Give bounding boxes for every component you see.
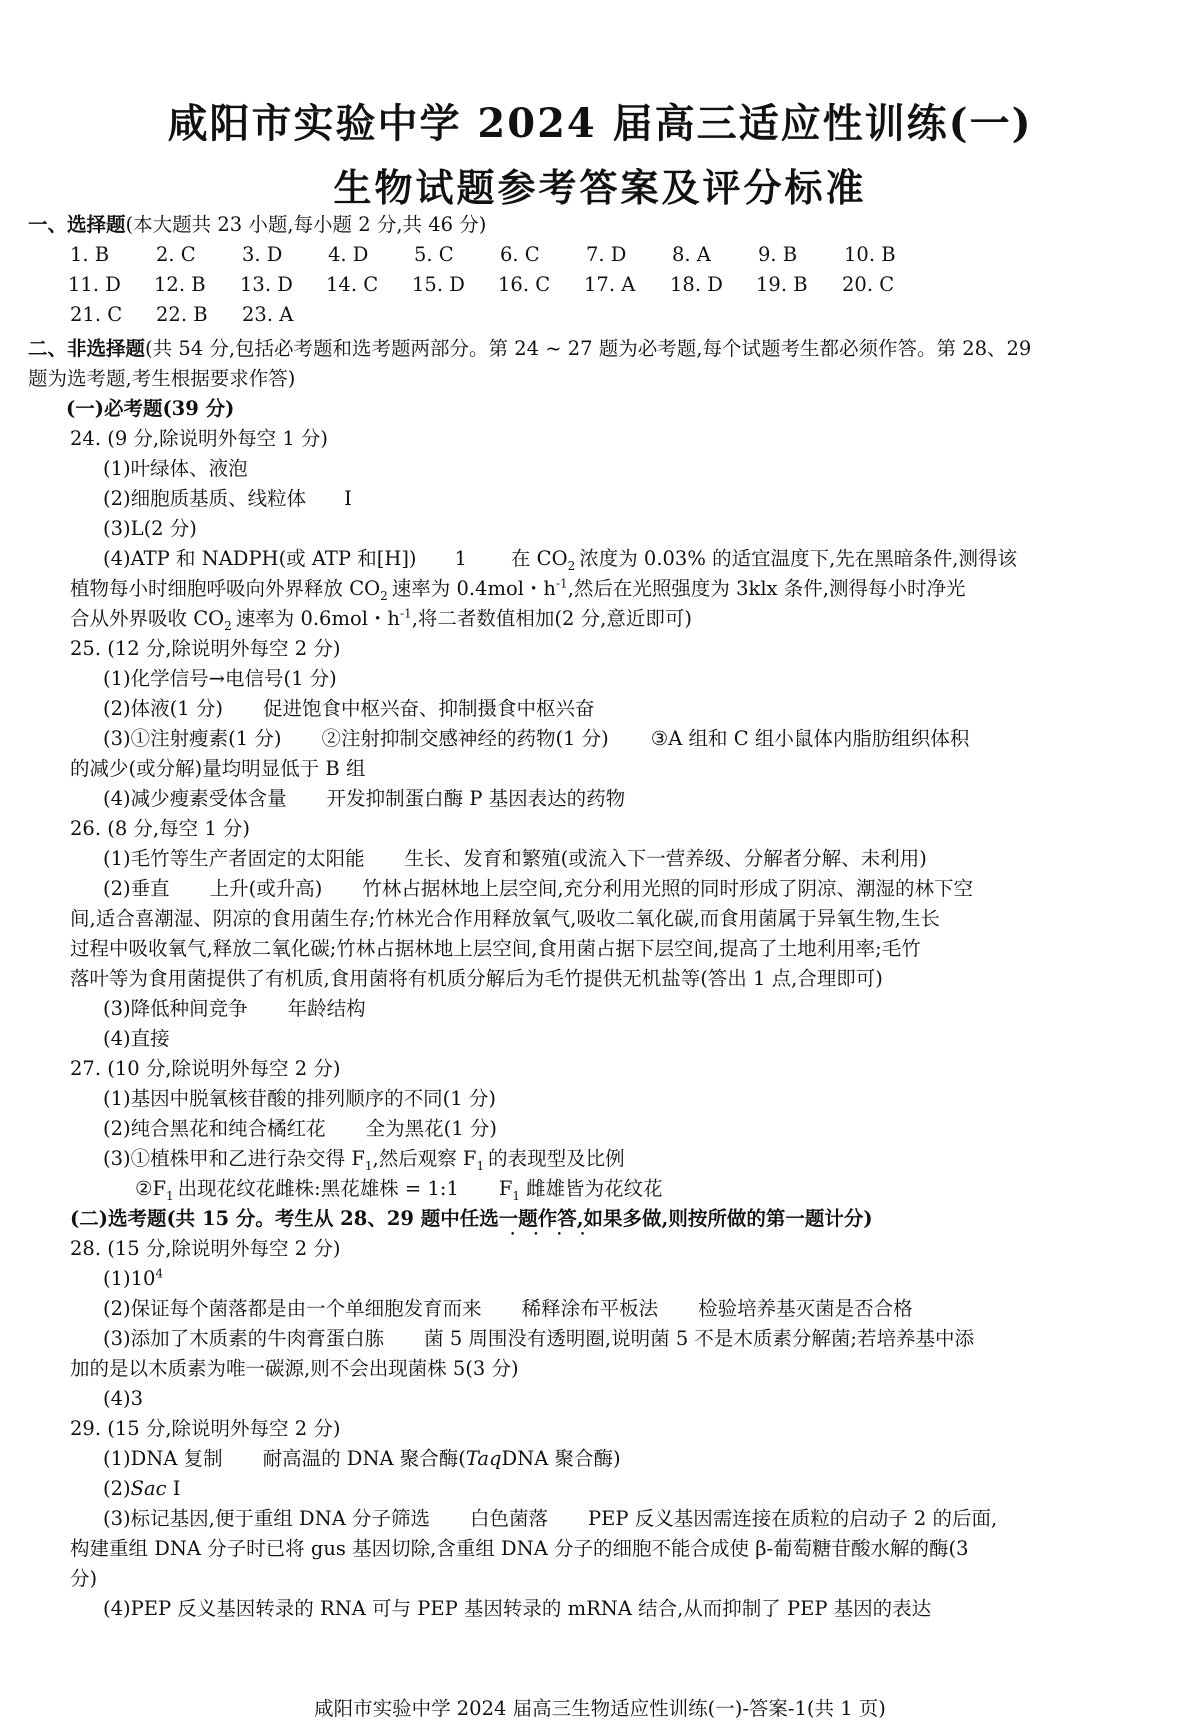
q27-a3-line2-part4: 雌雄皆为花纹花 [526, 1177, 663, 1200]
q24-a4-line1 [103, 544, 1017, 574]
q27-a2 [103, 1114, 497, 1144]
mc-answer: 19. B [756, 273, 808, 296]
q24-head: 24. (9 分,除说明外每空 1 分) [70, 427, 329, 450]
q27-a3-part1: (3)①植株甲和乙进行杂交得 F [103, 1147, 365, 1170]
superscript: -1 [556, 576, 568, 591]
q25-a4-part1: (4)减少瘦素受体含量 [103, 787, 287, 810]
document-subtitle: 生物试题参考答案及评分标准 [333, 165, 867, 210]
q26-a2 [103, 874, 973, 904]
q28-a3-part2: 菌 5 周围没有透明圈,说明菌 5 不是木质素分解菌;若培养基中添 [424, 1327, 975, 1350]
q29-a3-line2: 构建重组 DNA 分子时已将 gus 基因切除,含重组 DNA 分子的细胞不能合成使 β-葡萄糖苷酸水解的酶(3 [70, 1537, 969, 1560]
mc-answer: 6. C [500, 243, 540, 266]
q24-a4-line3 [70, 604, 692, 634]
q25-a3-part1: (3)①注射瘦素(1 分) [103, 727, 282, 750]
q26-a2-part1: (2)垂直 [103, 877, 170, 900]
q29-a4: (4)PEP 反义基因转录的 RNA 可与 PEP 基因转录的 mRNA 结合,从而抑制了 PEP 基因的表达 [103, 1597, 932, 1620]
mc-answer: 9. B [758, 243, 798, 266]
mc-answer: 4. D [328, 243, 369, 266]
q29-a2 [103, 1474, 180, 1504]
q29-a3-part1: (3)标记基因,便于重组 DNA 分子筛选 [103, 1507, 430, 1530]
q26-a2-line4: 落叶等为食用菌提供了有机质,食用菌将有机质分解后为毛竹提供无机盐等(答出 1 点,合理即可) [70, 967, 883, 990]
q24-a2 [103, 484, 352, 514]
q26-a3 [103, 994, 366, 1024]
q29-a1-part2: 耐高温的 DNA 聚合酶( [262, 1447, 466, 1470]
superscript: -1 [400, 606, 412, 621]
q29-a1-part1: (1)DNA 复制 [103, 1447, 223, 1470]
q27-a2-part1: (2)纯合黑花和纯合橘红花 [103, 1117, 326, 1140]
mc-answer: 7. D [586, 243, 627, 266]
q28-a1-text: (1)10 [103, 1267, 156, 1290]
q26-head: 26. (8 分,每空 1 分) [70, 817, 251, 840]
q29-a2-italic: Sac [130, 1477, 167, 1500]
q29-a1 [103, 1444, 621, 1474]
mc-answer: 18. D [670, 273, 723, 296]
q24-a4-line3-part2: 速率为 0.6mol・h [235, 607, 400, 630]
q26-a1 [103, 844, 927, 874]
mc-answer: 14. C [326, 273, 379, 296]
q25-a4-part2: 开发抑制蛋白酶 P 基因表达的药物 [326, 787, 626, 810]
section1-heading-line [28, 210, 486, 240]
q28-a3 [103, 1324, 974, 1354]
mc-answer: 1. B [70, 243, 110, 266]
emphasis-dots: •••• [510, 1230, 604, 1240]
mc-answer: 5. C [414, 243, 454, 266]
q25-a4 [103, 784, 625, 814]
mc-answer: 3. D [242, 243, 283, 266]
mc-answer: 12. B [154, 273, 206, 296]
q26-a3-part1: (3)降低种间竞争 [103, 997, 248, 1020]
q25-a2-part2: 促进饱食中枢兴奋、抑制摄食中枢兴奋 [262, 697, 595, 720]
page-footer: 咸阳市实验中学 2024 届高三生物适应性训练(一)-答案-1(共 1 页) [314, 1697, 886, 1720]
q25-a3-part2: ②注射抑制交感神经的药物(1 分) [321, 727, 609, 750]
section2-heading: 二、非选择题 [28, 337, 146, 360]
q24-a4-line2-part1: 植物每小时细胞呼吸向外界释放 CO [70, 577, 381, 600]
mc-answer: 23. A [242, 303, 294, 326]
q29-a3 [103, 1504, 997, 1534]
q28-a3-part1: (3)添加了木质素的牛肉膏蛋白胨 [103, 1327, 385, 1350]
q24-a4-part1: (4)ATP 和 NADPH(或 ATP 和[H]) [103, 547, 417, 570]
q27-a1: (1)基因中脱氧核苷酸的排列顺序的不同(1 分) [103, 1087, 496, 1110]
required-heading: (一)必考题(39 分) [66, 397, 235, 420]
q25-a2 [103, 694, 594, 724]
section1-heading: 一、选择题 [28, 213, 126, 236]
q24-a1: (1)叶绿体、液泡 [103, 457, 248, 480]
q29-a3-part3: PEP 反义基因需连接在质粒的启动子 2 的后面, [588, 1507, 998, 1530]
q27-a2-part2: 全为黑花(1 分) [365, 1117, 497, 1140]
mc-answer: 11. D [68, 273, 121, 296]
section2-note-1: (共 54 分,包括必考题和选考题两部分。第 24 ~ 27 题为必考题,每个试题考生都必须作答。第 28、29 [145, 337, 1032, 360]
elective-heading: (二)选考题(共 15 分。考生从 28、29 题中任选一题作答,如果多做,则按所做的第一题计分) [70, 1207, 873, 1230]
q29-a2-part1: (2) [103, 1477, 131, 1500]
section2-heading-line [28, 334, 1031, 364]
q26-a1-part1: (1)毛竹等生产者固定的太阳能 [103, 847, 365, 870]
document-title: 咸阳市实验中学 2024 届高三适应性训练(一) [167, 100, 1033, 147]
q24-a4-line2-part2: 速率为 0.4mol・h [391, 577, 556, 600]
q29-a1-part3: DNA 聚合酶) [501, 1447, 621, 1470]
q24-a3: (3)L(2 分) [103, 517, 197, 540]
mc-answer: 16. C [498, 273, 551, 296]
q26-a2-part3: 竹林占据林地上层空间,充分利用光照的同时形成了阴凉、潮湿的林下空 [362, 877, 974, 900]
q27-a3 [103, 1144, 625, 1174]
q25-head: 25. (12 分,除说明外每空 2 分) [70, 637, 341, 660]
mc-answer: 17. A [584, 273, 636, 296]
subscript: 2 [567, 558, 576, 573]
q28-a2-part2: 稀释涂布平板法 [521, 1297, 659, 1320]
q26-a2-line2: 间,适合喜潮湿、阴凉的食用菌生存;竹林光合作用释放氧气,吸收二氧化碳,而食用菌属于异氧生物,生长 [70, 907, 940, 930]
q29-a3-part2: 白色菌落 [470, 1507, 549, 1530]
q29-a3-line3: 分) [70, 1567, 98, 1590]
q25-a2-part1: (2)体液(1 分) [103, 697, 223, 720]
q26-a1-part2: 生长、发育和繁殖(或流入下一营养级、分解者分解、未利用) [404, 847, 927, 870]
section1-note: (本大题共 23 小题,每小题 2 分,共 46 分) [125, 213, 487, 236]
q27-a3-line2-part1: ②F [135, 1177, 167, 1200]
q25-a3-cont: 的减少(或分解)量均明显低于 B 组 [70, 757, 366, 780]
mc-answer: 22. B [156, 303, 208, 326]
q26-a2-part2: 上升(或升高) [209, 877, 323, 900]
q28-a3-cont: 加的是以木质素为唯一碳源,则不会出现菌株 5(3 分) [70, 1357, 519, 1380]
q24-a4-line2 [70, 574, 965, 604]
mc-answer: 20. C [842, 273, 895, 296]
q24-a4-line2-part3: ,然后在光照强度为 3klx 条件,测得每小时净光 [567, 577, 966, 600]
q26-a3-part2: 年龄结构 [287, 997, 366, 1020]
q28-a1 [103, 1264, 163, 1294]
subscript: 1 [166, 1188, 174, 1203]
q24-a4-part2: 1 [454, 547, 467, 570]
q28-head: 28. (15 分,除说明外每空 2 分) [70, 1237, 341, 1260]
q28-a2-part1: (2)保证每个菌落都是由一个单细胞发育而来 [103, 1297, 482, 1320]
subscript: 1 [476, 1158, 485, 1173]
q27-a3-part2: ,然后观察 F [372, 1147, 477, 1170]
mc-answer: 13. D [240, 273, 293, 296]
subscript: 1 [512, 1188, 521, 1203]
subscript: 2 [380, 588, 388, 603]
q27-head: 27. (10 分,除说明外每空 2 分) [70, 1057, 341, 1080]
q29-a2-part2: Ⅰ [166, 1477, 181, 1500]
q27-a3-line2 [135, 1174, 663, 1204]
q27-a3-part3: 的表现型及比例 [488, 1147, 625, 1170]
q24-a4-part4: 浓度为 0.03% 的适宜温度下,先在黑暗条件,测得该 [579, 547, 1017, 570]
q24-a4-part3: 在 CO [510, 547, 568, 570]
section2-note-2: 题为选考题,考生根据要求作答) [28, 367, 296, 390]
mc-answer: 8. A [672, 243, 711, 266]
q26-a2-line3: 过程中吸收氧气,释放二氧化碳;竹林占据林地上层空间,食用菌占据下层空间,提高了土地利用率;毛竹 [70, 937, 921, 960]
q28-a2-part3: 检验培养基灭菌是否合格 [698, 1297, 913, 1320]
q24-a2-text: (2)细胞质基质、线粒体 [103, 487, 307, 510]
q25-a3-part3: ③A 组和 C 组小鼠体内脂肪组织体积 [650, 727, 970, 750]
q28-a2 [103, 1294, 913, 1324]
q29-head: 29. (15 分,除说明外每空 2 分) [70, 1417, 341, 1440]
q29-a1-italic: Taq [465, 1447, 502, 1470]
mc-answer: 10. B [844, 243, 896, 266]
mc-answer: 15. D [412, 273, 465, 296]
q24-a2-part2: Ⅰ [344, 487, 352, 510]
q24-a4-line3-part3: ,将二者数值相加(2 分,意近即可) [411, 607, 692, 630]
subscript: 2 [224, 618, 232, 633]
mc-answer: 21. C [70, 303, 123, 326]
q28-a4: (4)3 [103, 1387, 144, 1410]
q26-a4: (4)直接 [103, 1027, 170, 1050]
q27-a3-line2-part2: 出现花纹花雌株:黑花雄株 = 1:1 [177, 1177, 459, 1200]
q27-a3-line2-part3: F [498, 1177, 513, 1200]
subscript: 1 [364, 1158, 373, 1173]
q24-a4-line3-part1: 合从外界吸收 CO [70, 607, 225, 630]
q25-a3 [103, 724, 969, 754]
mc-answer: 2. C [156, 243, 196, 266]
q25-a1: (1)化学信号→电信号(1 分) [103, 667, 337, 690]
superscript: 4 [155, 1266, 164, 1281]
